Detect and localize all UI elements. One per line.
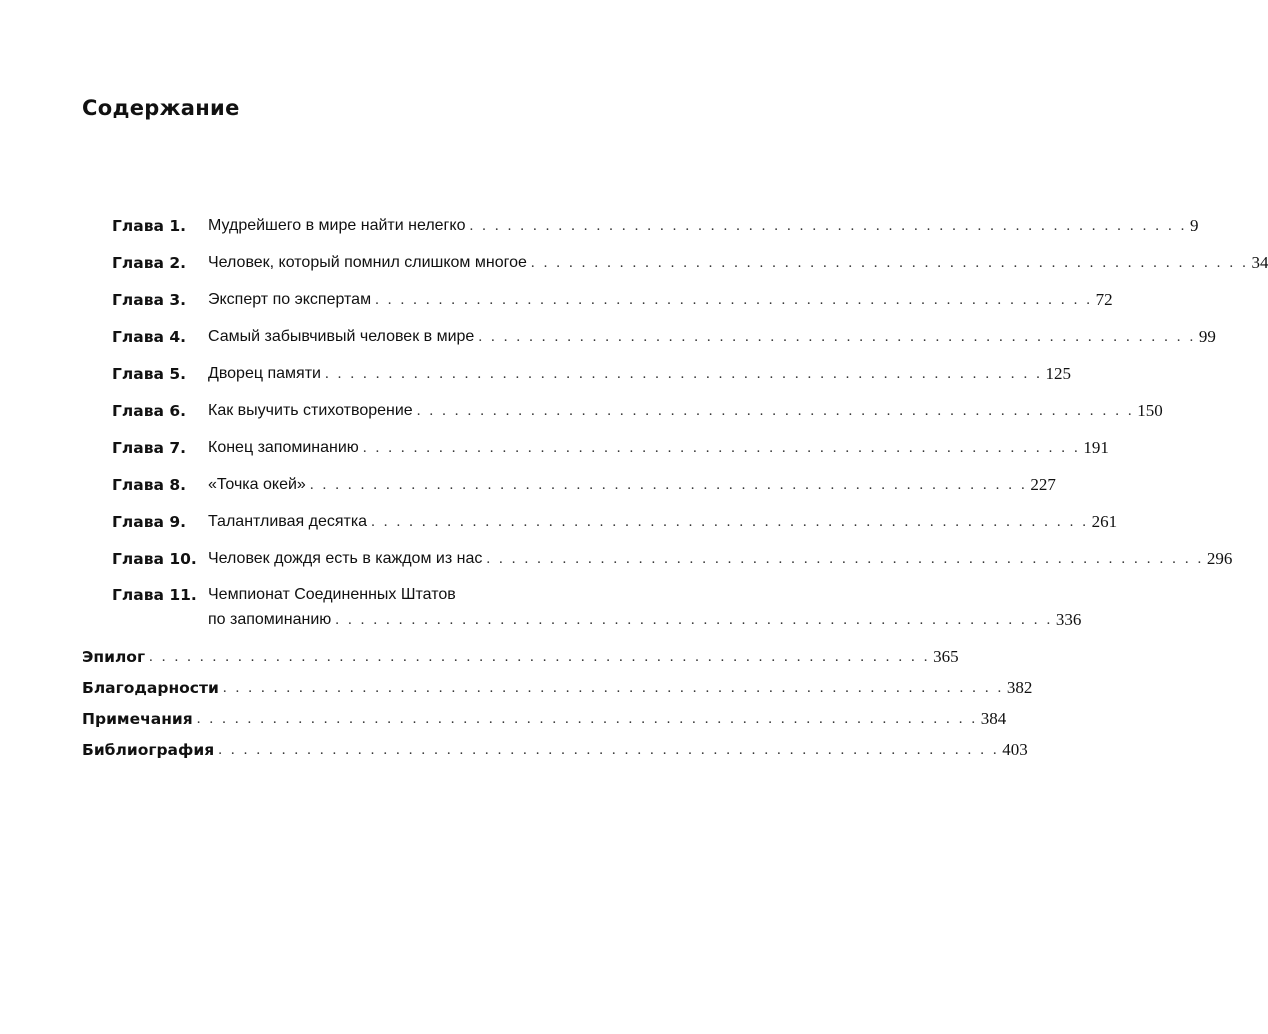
page-number: 296	[1206, 549, 1233, 568]
chapter-title: Конец запоминанию	[208, 439, 359, 456]
chapter-title: Талантливая десятка	[208, 513, 368, 530]
toc-entry-chapter-11-continuation[interactable]	[208, 608, 1082, 630]
page-number: 125	[1045, 364, 1072, 383]
chapter-label: Глава 6.	[112, 402, 187, 420]
page-title: Содержание	[82, 96, 240, 120]
toc-entry-chapter-3[interactable]	[112, 288, 1113, 310]
page-number: 403	[1002, 740, 1028, 759]
chapter-label: Глава 7.	[112, 439, 187, 457]
toc-entry-acknowledgements[interactable]	[82, 676, 1033, 698]
toc-entry-bibliography[interactable]	[82, 738, 1028, 760]
chapter-title: Мудрейшего в мире найти нелегко	[208, 217, 466, 234]
chapter-label: Глава 11.	[112, 586, 197, 604]
toc-entry-chapter-11[interactable]	[112, 583, 619, 605]
chapter-title: Эксперт по экспертам	[208, 291, 372, 308]
toc-entry-chapter-4[interactable]	[112, 325, 1216, 347]
chapter-title: Человек, который помнил слишком многое	[208, 254, 527, 271]
page-number: 9	[1190, 216, 1199, 235]
chapter-label: Глава 4.	[112, 328, 187, 346]
chapter-label: Глава 9.	[112, 513, 187, 531]
toc-entry-epilogue[interactable]	[82, 645, 959, 667]
dot-leader: . . . . . . . . . . . . . . . . . . . . . . . . . . . . . . . . . . . . . . . . . . . . . . . . . . . . . . . . .	[309, 477, 1028, 493]
chapter-title-continuation: по запоминанию	[208, 611, 332, 628]
page-number: 227	[1030, 475, 1056, 494]
dot-leader: . . . . . . . . . . . . . . . . . . . . . . . . . . . . . . . . . . . . . . . . . . . . . . . . . . . . . . . . .	[324, 366, 1043, 382]
page-number: 382	[1006, 678, 1033, 697]
page-number: 150	[1137, 401, 1163, 420]
page-number: 191	[1083, 438, 1109, 457]
dot-leader: . . . . . . . . . . . . . . . . . . . . . . . . . . . . . . . . . . . . . . . . . . . . . . . . . . . . . . . . .	[335, 612, 1053, 628]
chapter-label: Глава 8.	[112, 476, 187, 494]
dot-leader: . . . . . . . . . . . . . . . . . . . . . . . . . . . . . . . . . . . . . . . . . . . . . . . . . . . . . . . . . . . . . .	[196, 711, 978, 727]
dot-leader: . . . . . . . . . . . . . . . . . . . . . . . . . . . . . . . . . . . . . . . . . . . . . . . . . . . . . . . . .	[375, 292, 1093, 308]
dot-leader: . . . . . . . . . . . . . . . . . . . . . . . . . . . . . . . . . . . . . . . . . . . . . . . . . . . . . . . . .	[469, 218, 1188, 234]
toc-entry-chapter-8[interactable]	[112, 473, 1056, 495]
page-number: 336	[1055, 610, 1082, 629]
section-title: Библиография	[82, 741, 215, 759]
chapter-label: Глава 5.	[112, 365, 187, 383]
toc-entry-chapter-9[interactable]	[112, 510, 1118, 532]
dot-leader: . . . . . . . . . . . . . . . . . . . . . . . . . . . . . . . . . . . . . . . . . . . . . . . . . . . . . . . . . . . . . .	[218, 742, 1000, 758]
toc-entry-chapter-2[interactable]	[112, 251, 1268, 273]
dot-leader: . . . . . . . . . . . . . . . . . . . . . . . . . . . . . . . . . . . . . . . . . . . . . . . . . . . . . . . . . . . . . .	[149, 649, 931, 665]
chapter-title: «Точка окей»	[208, 476, 306, 493]
dot-leader: . . . . . . . . . . . . . . . . . . . . . . . . . . . . . . . . . . . . . . . . . . . . . . . . . . . . . . . . .	[371, 514, 1089, 530]
chapter-title: Чемпионат Соединенных Штатов	[208, 586, 456, 603]
toc-entry-chapter-6[interactable]	[112, 399, 1163, 421]
page-number: 261	[1091, 512, 1118, 531]
chapter-label: Глава 3.	[112, 291, 187, 309]
chapter-title: Как выучить стихотворение	[208, 402, 413, 419]
dot-leader: . . . . . . . . . . . . . . . . . . . . . . . . . . . . . . . . . . . . . . . . . . . . . . . . . . . . . . . . .	[416, 403, 1135, 419]
dot-leader: . . . . . . . . . . . . . . . . . . . . . . . . . . . . . . . . . . . . . . . . . . . . . . . . . . . . . . . . .	[362, 440, 1081, 456]
chapter-label: Глава 2.	[112, 254, 187, 272]
section-title: Благодарности	[82, 679, 219, 697]
section-title: Примечания	[82, 710, 193, 728]
dot-leader: . . . . . . . . . . . . . . . . . . . . . . . . . . . . . . . . . . . . . . . . . . . . . . . . . . . . . . . . .	[486, 551, 1204, 567]
toc-entry-chapter-7[interactable]	[112, 436, 1109, 458]
dot-leader: . . . . . . . . . . . . . . . . . . . . . . . . . . . . . . . . . . . . . . . . . . . . . . . . . . . . . . . . .	[478, 329, 1196, 345]
section-title: Эпилог	[82, 648, 146, 666]
page-number: 365	[933, 647, 959, 666]
page-number: 384	[980, 709, 1007, 728]
dot-leader: . . . . . . . . . . . . . . . . . . . . . . . . . . . . . . . . . . . . . . . . . . . . . . . . . . . . . . . . .	[530, 255, 1249, 271]
page-number: 72	[1095, 290, 1113, 309]
chapter-label: Глава 10.	[112, 550, 197, 568]
chapter-label: Глава 1.	[112, 217, 187, 235]
chapter-title: Дворец памяти	[208, 365, 321, 382]
page-number: 99	[1198, 327, 1216, 346]
toc-entry-chapter-1[interactable]	[112, 214, 1199, 236]
chapter-title: Самый забывчивый человек в мире	[208, 328, 475, 345]
toc-entry-chapter-5[interactable]	[112, 362, 1072, 384]
page-number: 34	[1251, 253, 1268, 272]
toc-entry-chapter-10[interactable]	[112, 547, 1233, 569]
chapter-title: Человек дождя есть в каждом из нас	[208, 550, 483, 567]
toc-entry-notes[interactable]	[82, 707, 1007, 729]
dot-leader: . . . . . . . . . . . . . . . . . . . . . . . . . . . . . . . . . . . . . . . . . . . . . . . . . . . . . . . . . . . . . .	[222, 680, 1004, 696]
